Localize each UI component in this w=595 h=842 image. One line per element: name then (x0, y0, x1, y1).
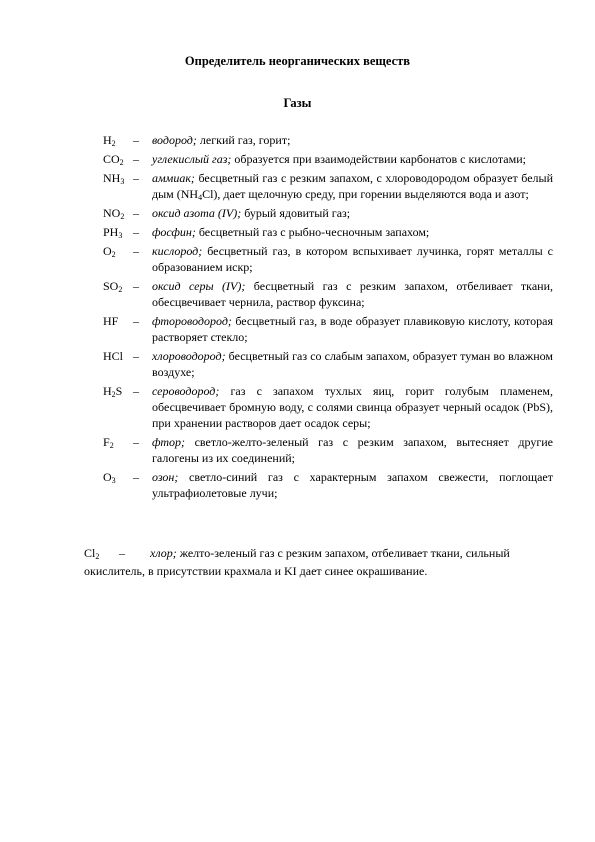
formula: HF (103, 314, 119, 328)
formula: $NH_3$ (103, 171, 125, 186)
description: фтороводород; бесцветный газ, в воде образует плавиковую кислоту, которая растворяет стекло; (152, 314, 553, 344)
gas-entry-cl2 (84, 544, 554, 580)
gas-entry-hf (103, 313, 553, 345)
description: хлороводород; бесцветный газ со слабым запахом, образует туман во влажном воздухе; (152, 349, 553, 379)
description: фосфин; бесцветный газ с рыбно-чесночным запахом; (152, 225, 430, 239)
dash: – (133, 152, 139, 166)
description: фтор; светло-желто-зеленый газ с резким запахом, вытесняет другие галогены из их соединений; (152, 435, 553, 465)
dash: – (133, 384, 139, 398)
dash: – (119, 546, 125, 560)
gas-name: оксид серы (IV); (152, 279, 246, 293)
description: оксид азота (IV); бурый ядовитый газ; (152, 206, 351, 220)
gas-name: водород; (152, 133, 197, 147)
formula: $O_3$ (103, 470, 116, 485)
dash: – (133, 279, 139, 293)
dash: – (133, 470, 139, 484)
gas-entry-o2 (103, 243, 553, 275)
gas-name: оксид азота (IV); (152, 206, 242, 220)
gas-entry-hcl (103, 348, 553, 380)
formula: $O_2$ (103, 244, 116, 259)
gas-entry-f2 (103, 434, 553, 466)
gas-name: сероводород; (152, 384, 220, 398)
formula: $H_2S$ (103, 384, 123, 399)
gas-entry-o3 (103, 469, 553, 501)
description: озон; светло-синий газ с характерным запахом свежести, поглощает ультрафиолетовые лучи; (152, 470, 553, 500)
dash: – (133, 349, 139, 363)
gas-entry-so2 (103, 278, 553, 310)
gas-name: хлор; (150, 546, 177, 560)
description: водород; легкий газ, горит; (152, 133, 291, 147)
description: сероводород; газ с запахом тухлых яиц, горит голубым пламенем, обесцвечивает бромную воду, с солями свинца образует черный осадок (PbS), при хранении растворов дает осадок серы; (152, 384, 553, 430)
formula: $SO_2$ (103, 279, 123, 294)
gas-entry-h2s (103, 383, 553, 431)
gas-list (103, 132, 553, 504)
gas-name: углекислый газ; (152, 152, 232, 166)
gas-name: озон; (152, 470, 179, 484)
gas-entry-h2 (103, 132, 553, 148)
dash: – (133, 133, 139, 147)
formula: $Cl_2$ (84, 546, 100, 561)
description: оксид серы (IV); бесцветный газ с резким запахом, отбеливает ткани, обесцвечивает чернила, раствор фуксина; (152, 279, 553, 309)
gas-name: фтор; (152, 435, 186, 449)
gas-entry-co2 (103, 151, 553, 167)
description: желто-зеленый газ с резким запахом, отбеливает ткани, сильный окислитель, в присутствии крахмала и KI дает синее окрашивание. (84, 546, 510, 578)
dash: – (133, 225, 139, 239)
dash: – (133, 244, 139, 258)
formula: HCl (103, 349, 124, 363)
gas-entry-no2 (103, 205, 553, 221)
gas-entry-nh3 (103, 170, 553, 202)
gas-name: аммиак; (152, 171, 195, 185)
formula: $F_2$ (103, 435, 114, 450)
formula: $PH_3$ (103, 225, 123, 240)
section-title: Газы (283, 96, 312, 110)
dash: – (133, 314, 139, 328)
formula: $H_2$ (103, 133, 116, 148)
gas-name: фтороводород; (152, 314, 232, 328)
description: кислород; бесцветный газ, в котором вспыхивает лучинка, горят металлы с образованием искр; (152, 244, 553, 274)
gas-entry-ph3 (103, 224, 553, 240)
gas-name: кислород; (152, 244, 203, 258)
gas-name: хлороводород; (152, 349, 226, 363)
description: аммиак; бесцветный газ с резким запахом, с хлороводородом образует белый дым $(NH_4Cl)$, дает щелочную среду, при горении выделяются вода и азот; (152, 171, 553, 202)
dash: – (133, 206, 139, 220)
description: углекислый газ; образуется при взаимодействии карбонатов с кислотами; (152, 152, 526, 166)
gas-name: фосфин; (152, 225, 196, 239)
formula: $NO_2$ (103, 206, 125, 221)
dash: – (133, 171, 139, 185)
dash: – (133, 435, 139, 449)
page-title: Определитель неорганических веществ (184, 54, 411, 68)
formula: $CO_2$ (103, 152, 124, 167)
